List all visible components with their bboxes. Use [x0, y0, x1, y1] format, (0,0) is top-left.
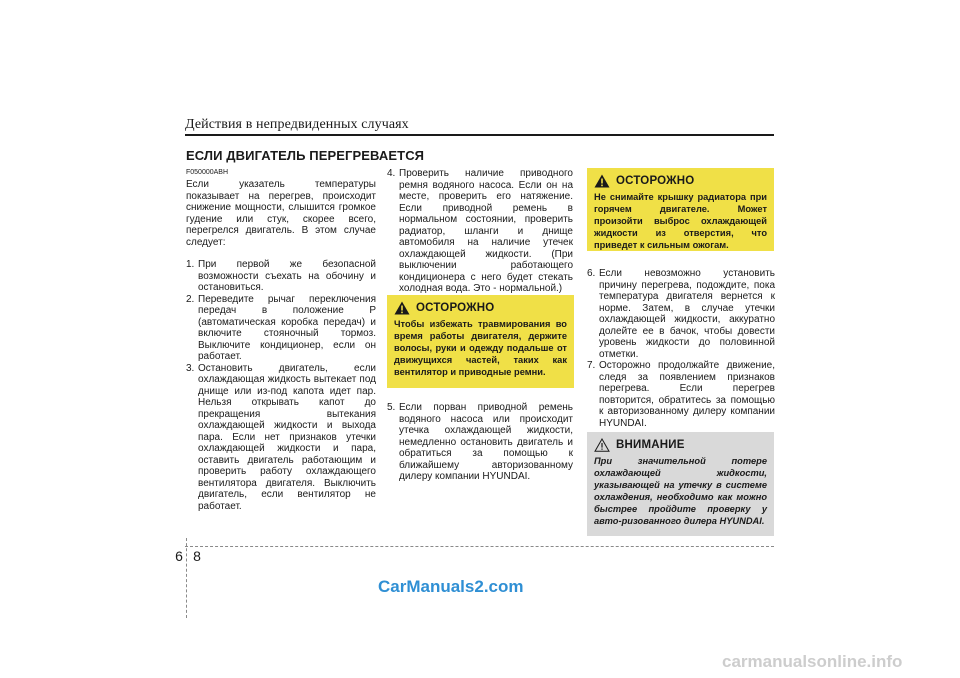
- note-text: При значительной потере охлаждающей жидкости, указывающей на утечку в системе охлаждения, необходимо как можно быстрее пройдите проверку у авто-ризованного дилера HYUNDAI.: [594, 456, 767, 526]
- section-title: Действия в непредвиденных случаях: [185, 117, 409, 132]
- warning-title: ОСТОРОЖНО: [616, 175, 695, 187]
- item-text: Проверить наличие приводного ремня водяного насоса. Если он на месте, проверить его натяжение. Если приводной ремень в нормальном состоянии, проверить радиатор, шланги и днище автомобиля на наличие утечек охлаждающей жидкости. (При выключении работающего кондиционера с него будет стекать холодная вода. Это - нормальной.): [399, 168, 573, 294]
- column-middle-lower: [387, 402, 573, 483]
- caution-note-box: [587, 432, 774, 536]
- item-text: Если порван приводной ремень водяного насоса или происходит утечка охлаждающей жидкости, немедленно остановить двигатель и обратиться за помощью к ближайшему авторизованному дилеру компании HYUNDAI.: [399, 402, 573, 482]
- intro-paragraph: Если указатель температуры показывает на перегрев, происходит снижение мощности, слышится громкое гудение или стук, скорее всего, перегрелся двигатель. В этом случае следует:: [186, 179, 376, 248]
- column-left: [186, 168, 376, 512]
- item-number: 1.: [186, 259, 195, 270]
- item-text: Осторожно продолжайте движение, следя за появлением признаков перегрева. Если перегрев повторится, обратитесь за помощью к авторизованному дилеру компании HYUNDAI.: [599, 360, 775, 429]
- item-text: Если невозможно установить причину перегрева, подождите, пока температура двигателя вернется к норме. Затем, в случае утечки охлаждающей жидкости, аккуратно долейте ее в бачок, чтобы довести уровень жидкости до половинной отметки.: [599, 268, 775, 360]
- warning-header: [594, 174, 767, 188]
- page-index: 8: [193, 548, 201, 564]
- list-item: [587, 268, 775, 360]
- column-right: [587, 268, 775, 429]
- section-code: F050000ABH: [186, 169, 229, 176]
- list-item: [387, 402, 573, 483]
- warning-box-radiator-cap: [587, 168, 774, 251]
- list-item: [186, 363, 376, 513]
- column-middle: [387, 168, 573, 295]
- item-number: 2.: [186, 293, 195, 305]
- watermark-carmanualsonline: carmanualsonline.info: [722, 652, 903, 671]
- warning-triangle-icon: [594, 174, 610, 188]
- item-text: Остановить двигатель, если охлаждающая жидкость вытекает под днище или из-под капота идет пар. Нельзя открывать капот до прекращения вытекания охлаждающей жидкости и выхода пара. Если нет признаков утечки охлаждающей жидкости и пара, оставить двигатель работающим и проверить работу охлаждающего вентилятора двигателя. Выключить двигатель, если вентилятор не работает.: [198, 362, 376, 512]
- item-number: 5.: [387, 402, 396, 413]
- list-item: [186, 259, 376, 294]
- note-header: [594, 438, 767, 452]
- caution-triangle-icon: [594, 438, 610, 452]
- list-item: [587, 360, 775, 429]
- item-text: При первой же безопасной возможности съехать на обочину и остановиться.: [198, 259, 376, 293]
- item-number: 6.: [587, 268, 596, 279]
- item-number: 4.: [387, 168, 396, 179]
- warning-text: Не снимайте крышку радиатора при горячем двигателе. Может произойти выброс охлаждающей жидкости из отверстия, что приведет к сильным ожогам.: [594, 192, 767, 250]
- warning-title: ОСТОРОЖНО: [416, 302, 495, 314]
- watermark-carmanuals2[interactable]: CarManuals2.com: [378, 577, 524, 596]
- item-text: Переведите рычаг переключения передач в положение P (автоматическая коробка передач) и включите стояночный тормоз. Выключите кондиционер, если он работает.: [198, 293, 376, 362]
- header-rule: [185, 134, 774, 136]
- item-number: 7.: [587, 360, 596, 371]
- chapter-title: ЕСЛИ ДВИГАТЕЛЬ ПЕРЕГРЕВАЕТСЯ: [186, 148, 425, 163]
- footer-rule: [185, 546, 774, 547]
- warning-triangle-icon: [394, 301, 410, 315]
- chapter-number: 6: [175, 548, 183, 564]
- warning-box-moving-parts: [387, 295, 574, 388]
- list-item: [387, 168, 573, 295]
- warning-text: Чтобы избежать травмирования во время работы двигателя, держите волосы, руки и одежду подальше от движущихся частей, таких как вентилятор и приводные ремни.: [394, 319, 567, 377]
- note-title: ВНИМАНИЕ: [616, 439, 685, 451]
- page-number: [172, 548, 204, 564]
- list-item: [186, 294, 376, 363]
- warning-header: [394, 301, 567, 315]
- item-number: 3.: [186, 362, 195, 374]
